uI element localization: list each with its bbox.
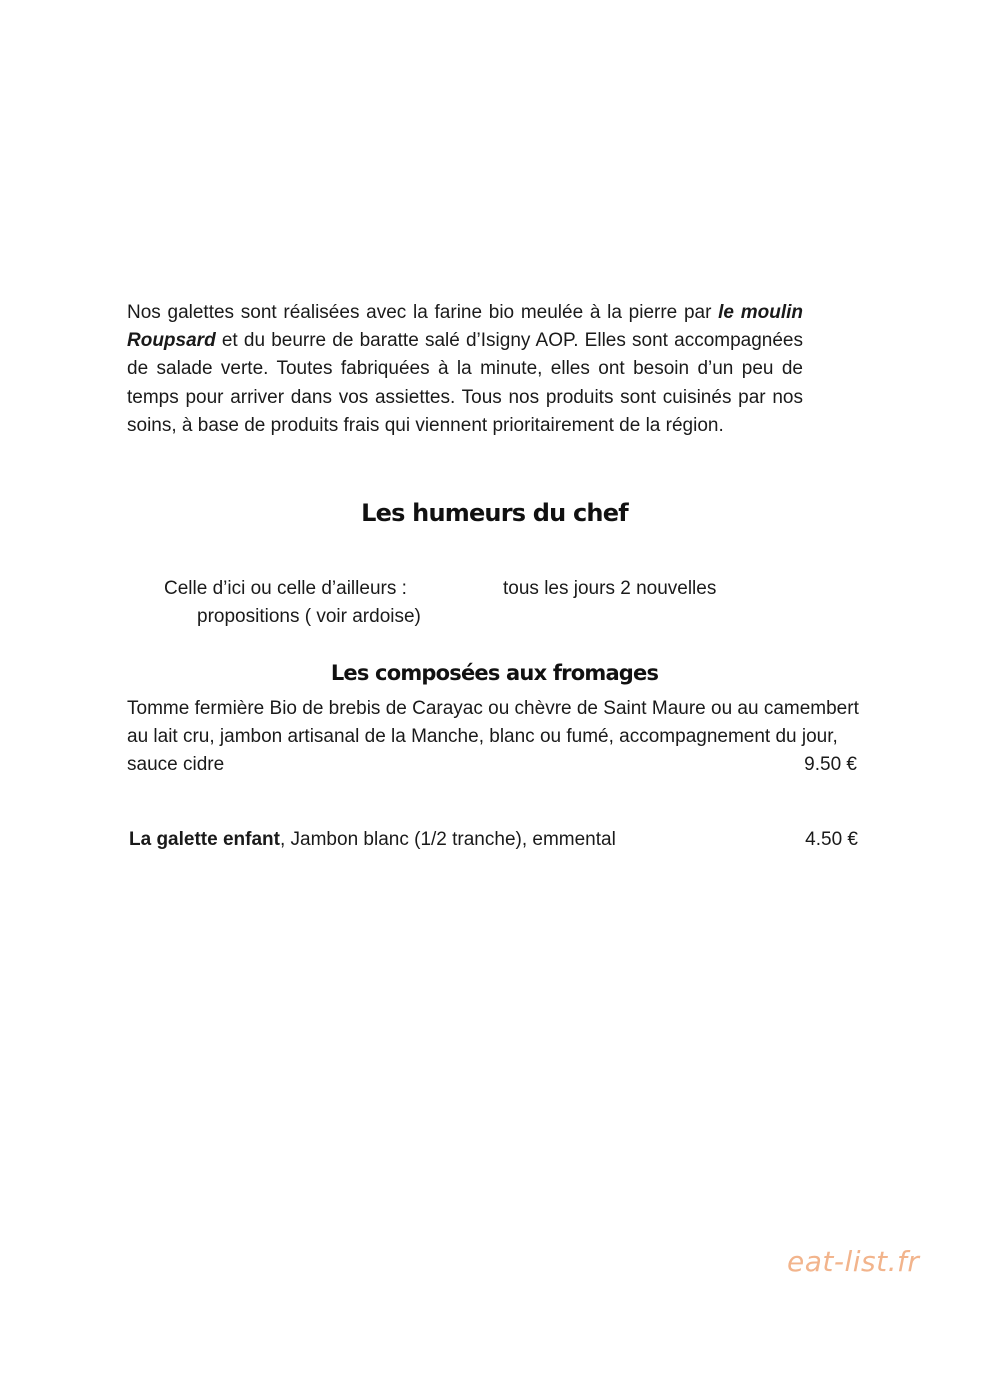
enfant-description: , Jambon blanc (1/2 tranche), emmental <box>279 829 616 850</box>
enfant-price: 4.50 € <box>805 829 858 850</box>
enfant-name: La galette enfant <box>129 829 280 850</box>
intro-paragraph <box>127 299 803 440</box>
intro-emphasis: le moulin Roupsard <box>127 302 803 352</box>
enfant-item <box>129 826 616 854</box>
watermark-text: eat-list.fr <box>787 1245 920 1278</box>
fromages-description: Tomme fermière Bio de brebis de Carayac ou chèvre de Saint Maure ou au camembert au lait cru, jambon artisanal de la Manche, blanc ou fumé, accompagnement du jour, sauce cidre <box>127 698 859 776</box>
chef-label: Celle d’ici ou celle d’ailleurs : <box>164 578 407 599</box>
fromages-price: 9.50 € <box>804 754 857 775</box>
fromages-section-title: Les composées aux fromages <box>330 661 659 685</box>
chef-section-title: Les humeurs du chef <box>361 499 628 527</box>
intro-text-after: et du beurre de baratte salé d’Isigny AOP. Elles sont accompagnées de salade verte. Toutes fabriquées à la minute, elles ont besoin d’un peu de temps pour arriver dans vos assiettes. Tous nos produits sont cuisinés par nos soins, à base de produits frais qui viennent prioritairement de la région. <box>127 330 803 436</box>
chef-text-line1: tous les jours 2 nouvelles <box>503 578 717 599</box>
chef-text-line2: propositions ( voir ardoise) <box>197 606 421 627</box>
intro-text-before: Nos galettes sont réalisées avec la farine bio meulée à la pierre par <box>127 302 719 323</box>
